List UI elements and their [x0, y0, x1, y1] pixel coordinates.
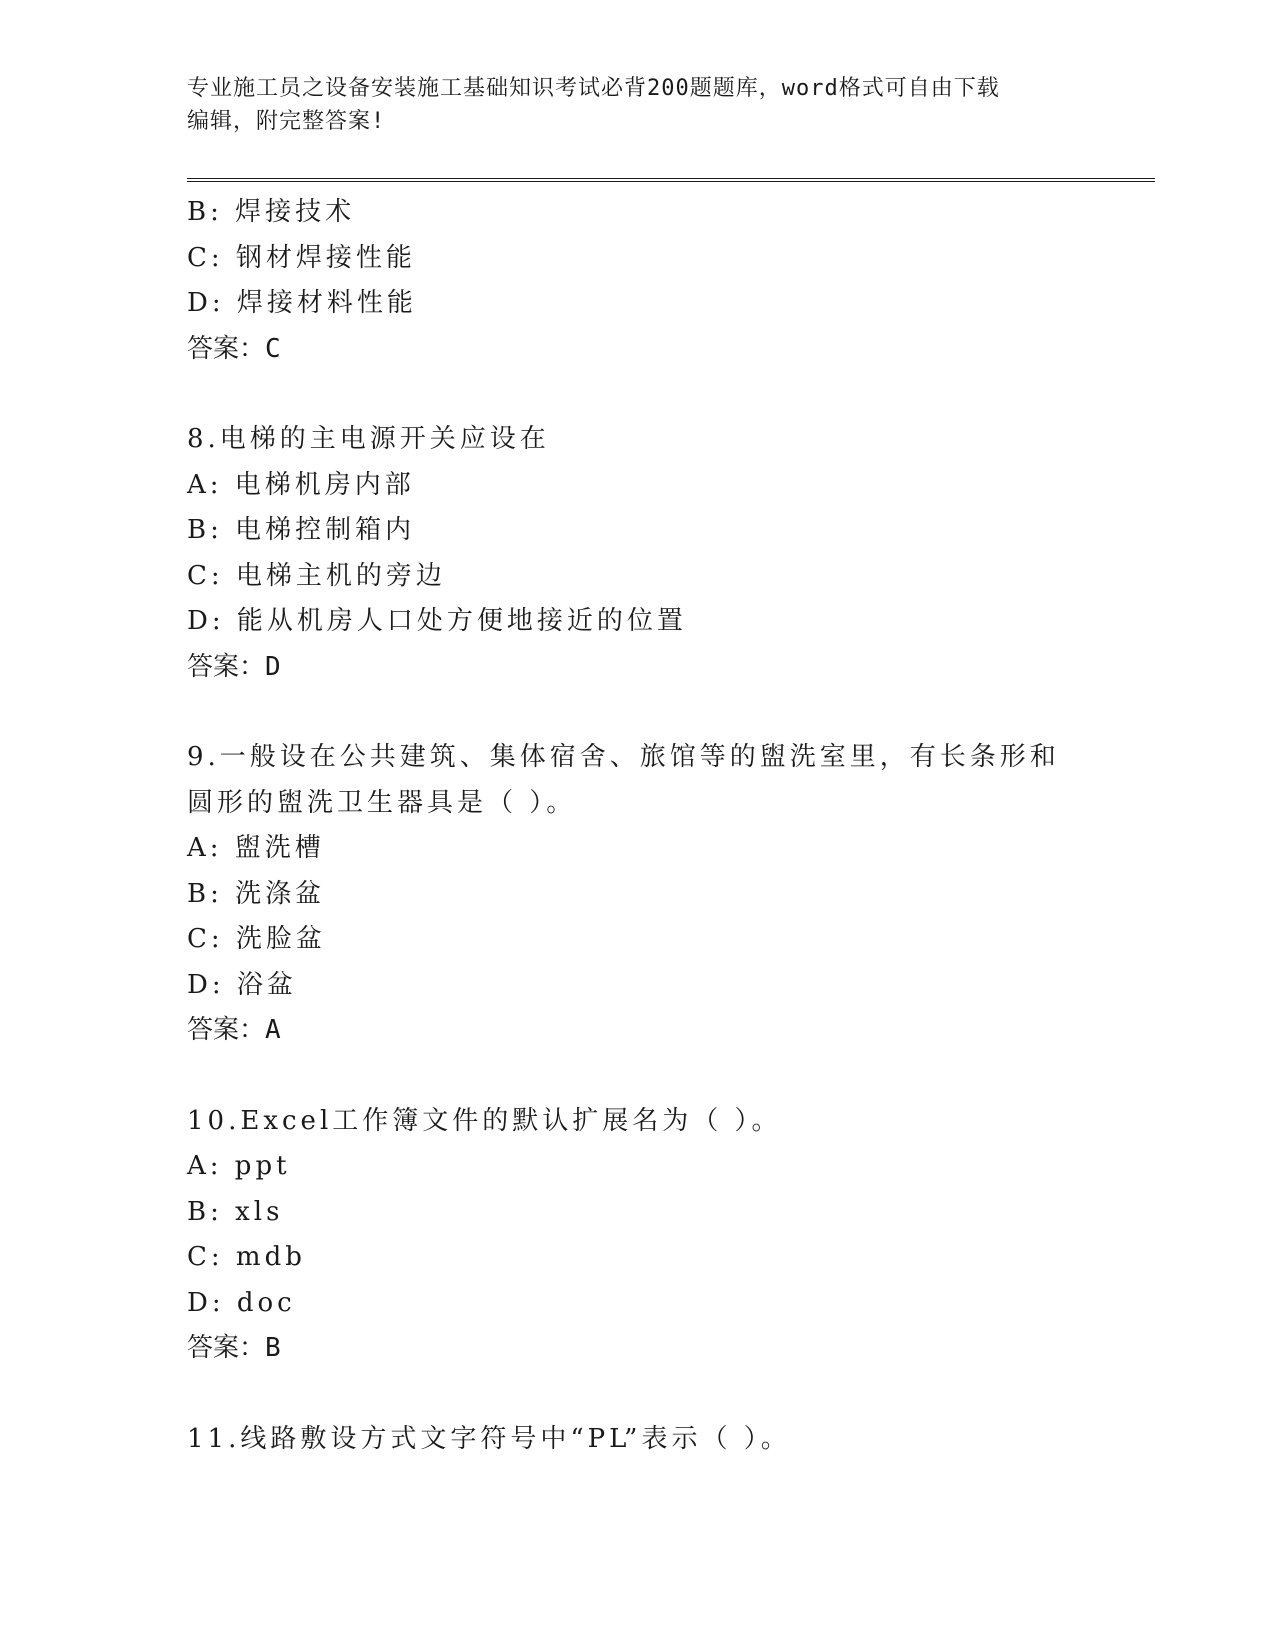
option-c: C: 电梯主机的旁边 — [187, 560, 446, 591]
option-b: B: 焊接技术 — [187, 197, 356, 227]
question-8 — [187, 417, 1087, 690]
question-9 — [187, 735, 1087, 1054]
option-a: A: 电梯机房内部 — [187, 469, 415, 500]
header-title-line-2: 编辑，附完整答案! — [187, 109, 386, 134]
option-c: C: 洗脸盆 — [187, 924, 326, 954]
question-stem: 8.电梯的主电源开关应设在 — [187, 424, 550, 454]
option-d: D: doc — [187, 1287, 296, 1318]
header-title-line-1: 专业施工员之设备安装施工基础知识考试必背200题题库，word格式可自由下载 — [187, 76, 1000, 101]
header-divider — [187, 178, 1155, 182]
question-stem: 10.Excel工作簿文件的默认扩展名为（ ）。 — [187, 1105, 782, 1136]
question-stem: 9.一般设在公共建筑、集体宿舍、旅馆等的盥洗室里，有长条形和圆形的盥洗卫生器具是（ ）。 — [187, 742, 1060, 818]
option-c: C: 钢材焊接性能 — [187, 242, 416, 273]
question-stem: 11.线路敷设方式文字符号中“PL”表示（ ）。 — [187, 1423, 791, 1454]
spacer — [187, 1054, 1087, 1099]
option-a: A: ppt — [187, 1151, 291, 1181]
spacer — [187, 690, 1087, 735]
option-d: D: 焊接材料性能 — [187, 288, 417, 318]
option-b: B: 电梯控制箱内 — [187, 515, 416, 545]
option-d: D: 能从机房人口处方便地接近的位置 — [187, 606, 687, 636]
question-11 — [187, 1417, 1087, 1463]
option-d: D: 浴盆 — [187, 969, 297, 1000]
answer-line: 答案：C — [187, 333, 281, 364]
question-list — [187, 190, 1087, 1462]
option-b: B: xls — [187, 1196, 284, 1227]
answer-line: 答案：A — [187, 1015, 281, 1045]
option-b: B: 洗涤盆 — [187, 878, 326, 909]
question-10 — [187, 1099, 1087, 1372]
page-header — [187, 72, 1067, 138]
answer-line: 答案：B — [187, 1333, 281, 1363]
question-7-fragment — [187, 190, 1087, 372]
option-c: C: mdb — [187, 1242, 306, 1272]
spacer — [187, 372, 1087, 417]
option-a: A: 盥洗槽 — [187, 833, 325, 863]
answer-line: 答案：D — [187, 651, 281, 682]
spacer — [187, 1372, 1087, 1417]
